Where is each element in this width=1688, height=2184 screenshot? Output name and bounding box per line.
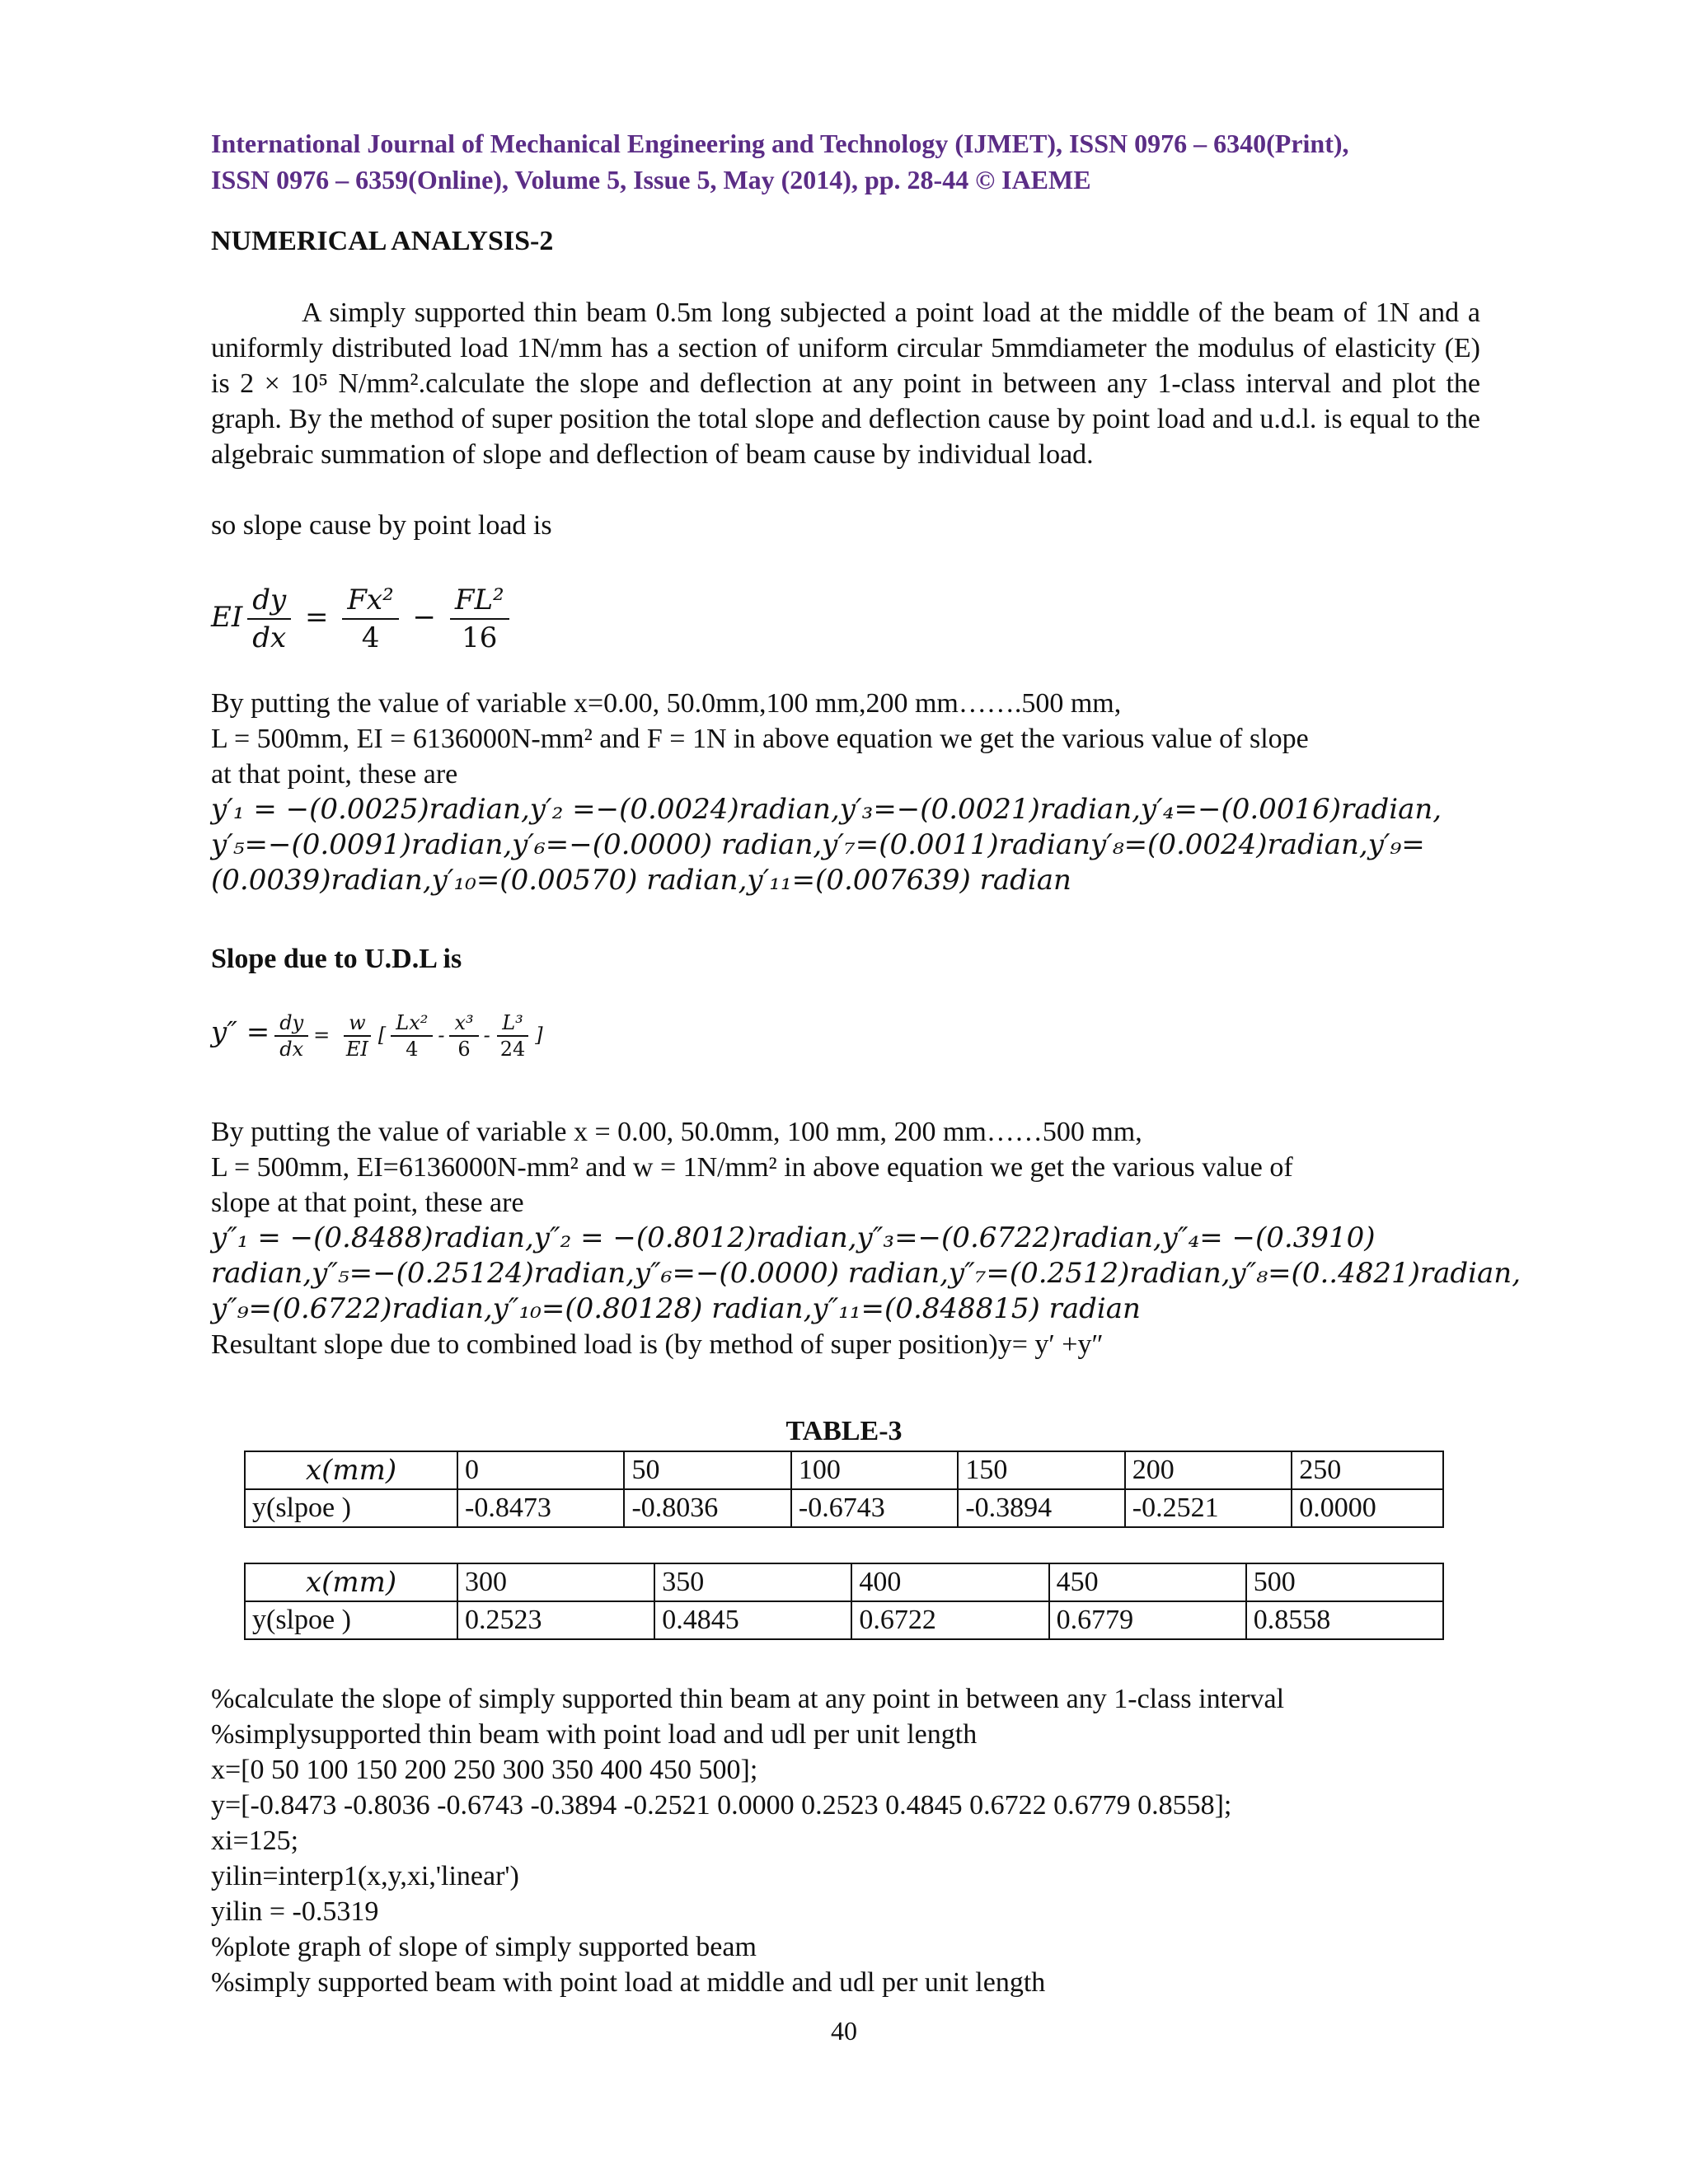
eq2-term-c-num: L³ [497,1010,528,1037]
para2-line-6: (0.0039)radian,y′₁₀=(0.00570) radian,y′₁₁=(0.007639) radian [211,864,1071,897]
eq1-lhs: EI [211,601,243,634]
code-line: %simply supported beam with point load at middle and udl per unit length [211,1967,1046,1998]
table-cell: 0.2523 [457,1601,654,1639]
table-cell: 0.6722 [851,1601,1048,1639]
matlab-code-block [211,1681,1284,2000]
table-cell: 300 [457,1563,654,1601]
eq1-term1-num: Fx² [342,582,398,620]
code-line: x=[0 50 100 150 200 250 300 350 400 450 500]; [211,1755,758,1785]
para3-line-5: radian,y″₅=−(0.25124)radian,y″₆=−(0.0000) radian,y″₇=(0.2512)radian,y″₈=(0..4821)radian, [211,1257,1522,1290]
table-cell: 50 [624,1451,790,1489]
table-cell: 100 [791,1451,958,1489]
equation-udl: y″ = $\frac{dy}{dx}$ = $\frac{w}{EI}$ [ $\frac{\text{Lx²}}{4}$ - $\frac{\text{x³}}{6}$ - $\frac{\text{L³}}{24}$ ] [211,1011,543,1061]
table-cell: 500 [1246,1563,1443,1601]
section-title: NUMERICAL ANALYSIS-2 [211,226,554,256]
eq2-w-over-ei [341,1010,373,1062]
journal-header [211,125,1480,198]
table-cell: 150 [958,1451,1124,1489]
para3-line-2: L = 500mm, EI=6136000N-mm² and w = 1N/mm² in above equation we get the various value of [211,1152,1293,1183]
eq2-term-a-den: 4 [406,1038,419,1061]
eq1-term1 [342,582,398,656]
eq2-dy: dy [274,1010,308,1037]
table-cell: 0.6779 [1049,1601,1246,1639]
eq2-w: w [344,1010,371,1037]
table-header-y: y(slpoe ) [245,1489,457,1527]
code-line: xi=125; [211,1825,299,1856]
eq2-derivative [274,1010,308,1062]
table-title: TABLE-3 [785,1416,903,1446]
table-row [245,1601,1443,1639]
intro-paragraph [211,295,1480,472]
eq2-term-c-den: 24 [499,1038,526,1061]
code-line: %plote graph of slope of simply supported beam [211,1932,757,1962]
page-number: 40 [831,2016,857,2046]
code-line: yilin=interp1(x,y,xi,'linear') [211,1861,519,1891]
header-line-2: ISSN 0976 – 6359(Online), Volume 5, Issue 5, May (2014), pp. 28-44 © IAEME [211,165,1091,194]
code-line: yilin = -0.5319 [211,1896,379,1927]
para2-line-3: at that point, these are [211,759,458,790]
para2-line-5: y′₅=−(0.0091)radian,y′₆=−(0.0000) radian,y′₇=(0.0011)radiany′₈=(0.0024)radian,y′₉= [211,828,1425,861]
eq2-ei: EI [345,1038,368,1061]
table-row [245,1451,1443,1489]
table-cell: -0.2521 [1125,1489,1292,1527]
eq2-term-a-num: Lx² [391,1010,433,1037]
slope-point-intro: so slope cause by point load is [211,510,552,541]
eq2-lhs: y″ = [211,1015,270,1049]
table-cell: -0.8036 [624,1489,790,1527]
code-line: y=[-0.8473 -0.8036 -0.6743 -0.3894 -0.2521 0.0000 0.2523 0.4845 0.6722 0.6779 0.8558]; [211,1790,1232,1821]
para3-line-1: By putting the value of variable x = 0.00, 50.0mm, 100 mm, 200 mm……500 mm, [211,1117,1142,1147]
para3-line-4: y″₁ = −(0.8488)radian,y″₂ = −(0.8012)radian,y″₃=−(0.6722)radian,y″₄= −(0.3910) [211,1221,1376,1254]
eq2-term-b [449,1010,478,1062]
para3-line-7: Resultant slope due to combined load is (by method of super position)y= y′ +y″ [211,1329,1104,1360]
table-cell: 200 [1125,1451,1292,1489]
table-cell: 0 [457,1451,624,1489]
para2-line-4: y′₁ = −(0.0025)radian,y′₂ =−(0.0024)radian,y′₃=−(0.0021)radian,y′₄=−(0.0016)radian, [211,793,1442,826]
eq1-dy: dy [247,582,291,620]
equation-point-load: EI $\frac{dy}{dx}$ = $\frac{\text{Fx²}}{4}$ − $\frac{\text{FL²}}{16}$ [211,582,514,656]
table-row [245,1489,1443,1527]
table-header-x: x(mm) [245,1563,457,1601]
table-cell: -0.8473 [457,1489,624,1527]
eq1-term2-num: FL² [450,582,509,620]
eq2-term-a [391,1010,433,1062]
code-line: %simplysupported thin beam with point load and udl per unit length [211,1719,978,1750]
eq1-term2-den: 16 [462,621,498,654]
header-line-1: International Journal of Mechanical Engineering and Technology (IJMET), ISSN 0976 – 6340(Print), [211,129,1349,158]
table-3-part-1 [244,1451,1444,1528]
eq2-dx: dx [279,1038,304,1061]
table-cell: 350 [654,1563,851,1601]
table-header-y: y(slpoe ) [245,1601,457,1639]
table-cell: 0.4845 [654,1601,851,1639]
table-cell: 450 [1049,1563,1246,1601]
eq2-term-c [495,1010,531,1062]
intro-text: A simply supported thin beam 0.5m long subjected a point load at the middle of the beam of 1N and a uniformly distributed load 1N/mm has a section of uniform circular 5mmdiameter the modulus of elasticity (E) is 2 × 10⁵ N/mm².calculate the slope and deflection at any point in between any 1-class interval and plot the graph. By the method of super position the total slope and deflection cause by point load and u.d.l. is equal to the algebraic summation of slope and deflection of beam cause by individual load. [211,298,1480,470]
code-line: %calculate the slope of simply supported thin beam at any point in between any 1-class interval [211,1684,1285,1714]
eq2-term-b-den: 6 [457,1038,471,1061]
para3-line-3: slope at that point, these are [211,1188,524,1218]
table-cell: -0.6743 [791,1489,958,1527]
eq1-term2 [450,582,509,656]
para3-line-6: y″₉=(0.6722)radian,y″₁₀=(0.80128) radian,y″₁₁=(0.848815) radian [211,1292,1141,1325]
table-cell: 0.0000 [1292,1489,1443,1527]
table-cell: -0.3894 [958,1489,1124,1527]
eq1-dx: dx [252,621,287,654]
table-3-part-2 [244,1563,1444,1640]
eq1-term1-den: 4 [361,621,380,654]
udl-title: Slope due to U.D.L is [211,944,462,974]
eq2-term-b-num: x³ [449,1010,478,1037]
table-cell: 250 [1292,1451,1443,1489]
para2-line-1: By putting the value of variable x=0.00, 50.0mm,100 mm,200 mm…….500 mm, [211,688,1122,719]
table-cell: 400 [851,1563,1048,1601]
table-row [245,1563,1443,1601]
eq1-derivative [247,582,291,656]
table-cell: 0.8558 [1246,1601,1443,1639]
table-header-x: x(mm) [245,1451,457,1489]
para2-line-2: L = 500mm, EI = 6136000N-mm² and F = 1N in above equation we get the various value of slope [211,724,1309,754]
